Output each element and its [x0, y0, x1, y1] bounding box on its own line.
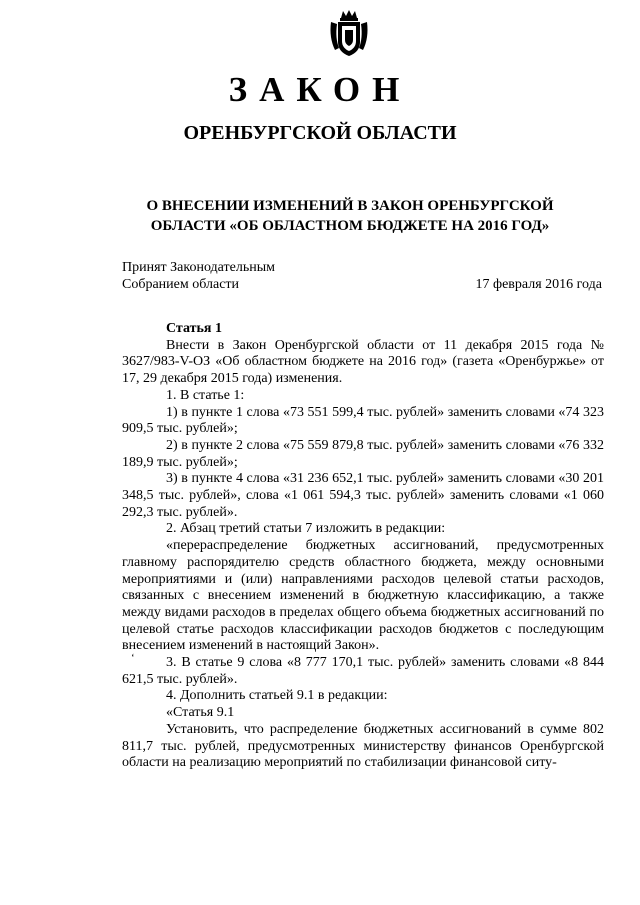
adoption-statement	[122, 259, 275, 293]
adoption-date: 17 февраля 2016 года	[475, 277, 602, 292]
paragraph: 4. Дополнить статьей 9.1 в редакции:	[166, 688, 388, 704]
article-title: Статья 1	[166, 321, 222, 336]
paragraph: Установить, что распределение бюджетных ассигнований в сумме 802 811,7 тыс. рублей, предусмотренных министерству финансов Оренбургской области на реализацию мероприятий по стабилизации финансовой ситу-	[122, 721, 604, 771]
law-body	[122, 321, 604, 772]
region-name: ОРЕНБУРГСКОЙ ОБЛАСТИ	[183, 122, 457, 144]
adoption-line-2: Собранием области	[122, 277, 240, 292]
law-title: ЗАКОН	[228, 70, 412, 109]
paragraph: 3) в пункте 4 слова «31 236 652,1 тыс. рублей» заменить словами «30 201 348,5 тыс. рублей», слова «1 061 594,3 тыс. рублей» заменить словами «1 060 292,3 тыс. рублей».	[122, 471, 604, 520]
paragraph: «перераспределение бюджетных ассигнований, предусмотренных главному распорядителю средств областного бюджета, между основными мероприятиями и (или) направлениями расходов целевой статьи расходов, связанных с внесением изменений в бюджетную классификацию, а также между видами расходов в пределах общего объема бюджетных ассигнований по целевой статье расходов классификации расходов бюджетов с последующим внесением изменений в настоящий Закон».	[122, 538, 604, 654]
law-subject-line-2: ОБЛАСТИ «ОБ ОБЛАСТНОМ БЮДЖЕТЕ НА 2016 ГОД»	[150, 218, 550, 234]
paragraph: «Статья 9.1	[166, 705, 235, 721]
adoption-line-1: Принят Законодательным	[122, 260, 275, 275]
paragraph: 2. Абзац третий статьи 7 изложить в редакции:	[166, 521, 446, 537]
coat-of-arms-icon	[327, 8, 371, 58]
paragraph: 2) в пункте 2 слова «75 559 879,8 тыс. рублей» заменить словами «76 332 189,9 тыс. рублей»;	[122, 437, 604, 470]
scan-mark: ‘	[131, 652, 135, 664]
paragraph: 1. В статье 1:	[166, 387, 245, 403]
law-subject	[130, 196, 570, 236]
paragraph: 1) в пункте 1 слова «73 551 599,4 тыс. рублей» заменить словами «74 323 909,5 тыс. рублей»;	[122, 404, 604, 437]
paragraph: 3. В статье 9 слова «8 777 170,1 тыс. рублей» заменить словами «8 844 621,5 тыс. рублей».	[122, 655, 604, 687]
law-subject-line-1: О ВНЕСЕНИИ ИЗМЕНЕНИЙ В ЗАКОН ОРЕНБУРГСКОЙ	[146, 198, 554, 214]
paragraph: Внести в Закон Оренбургской области от 11 декабря 2015 года № 3627/983-V-ОЗ «Об областном бюджете на 2016 год» (газета «Оренбуржье» от 17, 29 декабря 2015 года) изменения.	[122, 337, 604, 387]
